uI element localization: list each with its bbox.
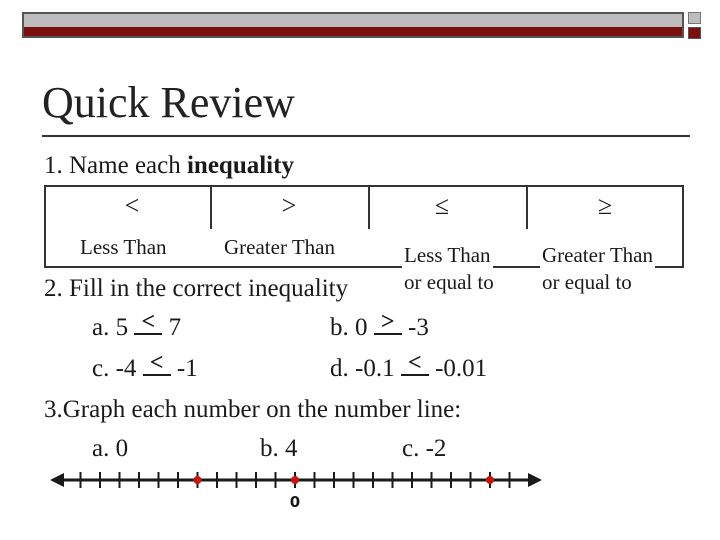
right-arrow-icon: [528, 473, 542, 487]
answer-blank: [401, 350, 429, 384]
left-arrow-icon: [50, 473, 64, 487]
less-equal-symbol: ≤: [434, 191, 450, 220]
item-2b: [330, 309, 429, 343]
question-1-text: 1. Name each: [44, 152, 187, 179]
item-2c: [92, 350, 198, 384]
slide-top-bar: [22, 12, 684, 38]
less-equal-label-line2: or equal to: [404, 270, 494, 294]
greater-equal-label: Greater Than: [542, 243, 653, 267]
item-2a-left: a. 5: [92, 314, 129, 341]
slide-title: Quick Review: [42, 78, 295, 127]
table-divider: [368, 185, 370, 229]
answer-symbol: >: [380, 309, 395, 335]
slide-top-bar-band: [24, 27, 682, 36]
question-2: 2. Fill in the correct inequality: [44, 275, 349, 302]
number-line: [50, 460, 550, 520]
zero-label: 0: [289, 493, 301, 511]
plotted-point: [291, 476, 299, 484]
item-2c-left: c. -4: [92, 355, 137, 382]
plotted-point: [194, 476, 202, 484]
item-2b-left: b. 0: [330, 314, 368, 341]
greater-than-label: Greater Than: [224, 235, 335, 259]
item-2b-right: -3: [408, 314, 429, 341]
corner-square-bottom: [688, 27, 701, 39]
corner-square-top: [688, 12, 701, 24]
item-2d: [330, 350, 488, 384]
table-divider: [526, 185, 528, 229]
item-2a-right: 7: [168, 314, 182, 341]
answer-blank: [374, 309, 402, 343]
less-than-symbol: <: [124, 191, 140, 220]
item-2d-left: d. -0.1: [330, 355, 395, 382]
less-than-label: Less Than: [80, 235, 167, 259]
answer-blank: [143, 350, 171, 384]
greater-equal-label-line2: or equal to: [542, 270, 632, 294]
item-3b: b. 4: [260, 435, 298, 462]
title-underline: [42, 135, 690, 137]
question-1: [44, 151, 294, 181]
greater-than-symbol: >: [281, 191, 297, 220]
item-2d-right: -0.01: [435, 355, 488, 382]
answer-symbol: <: [149, 350, 164, 376]
item-2a: [92, 309, 182, 343]
less-equal-label: Less Than: [404, 243, 491, 267]
table-divider: [210, 185, 212, 229]
item-2c-right: -1: [176, 355, 198, 382]
question-3: 3.Graph each number on the number line:: [44, 396, 462, 423]
item-3a: a. 0: [92, 435, 129, 462]
answer-symbol: <: [407, 350, 422, 376]
plotted-point: [486, 476, 494, 484]
item-3c: c. -2: [402, 435, 447, 462]
greater-equal-symbol: ≥: [597, 191, 613, 220]
answer-blank: [134, 309, 162, 343]
question-1-bold: inequality: [186, 152, 294, 179]
answer-symbol: <: [141, 309, 156, 335]
